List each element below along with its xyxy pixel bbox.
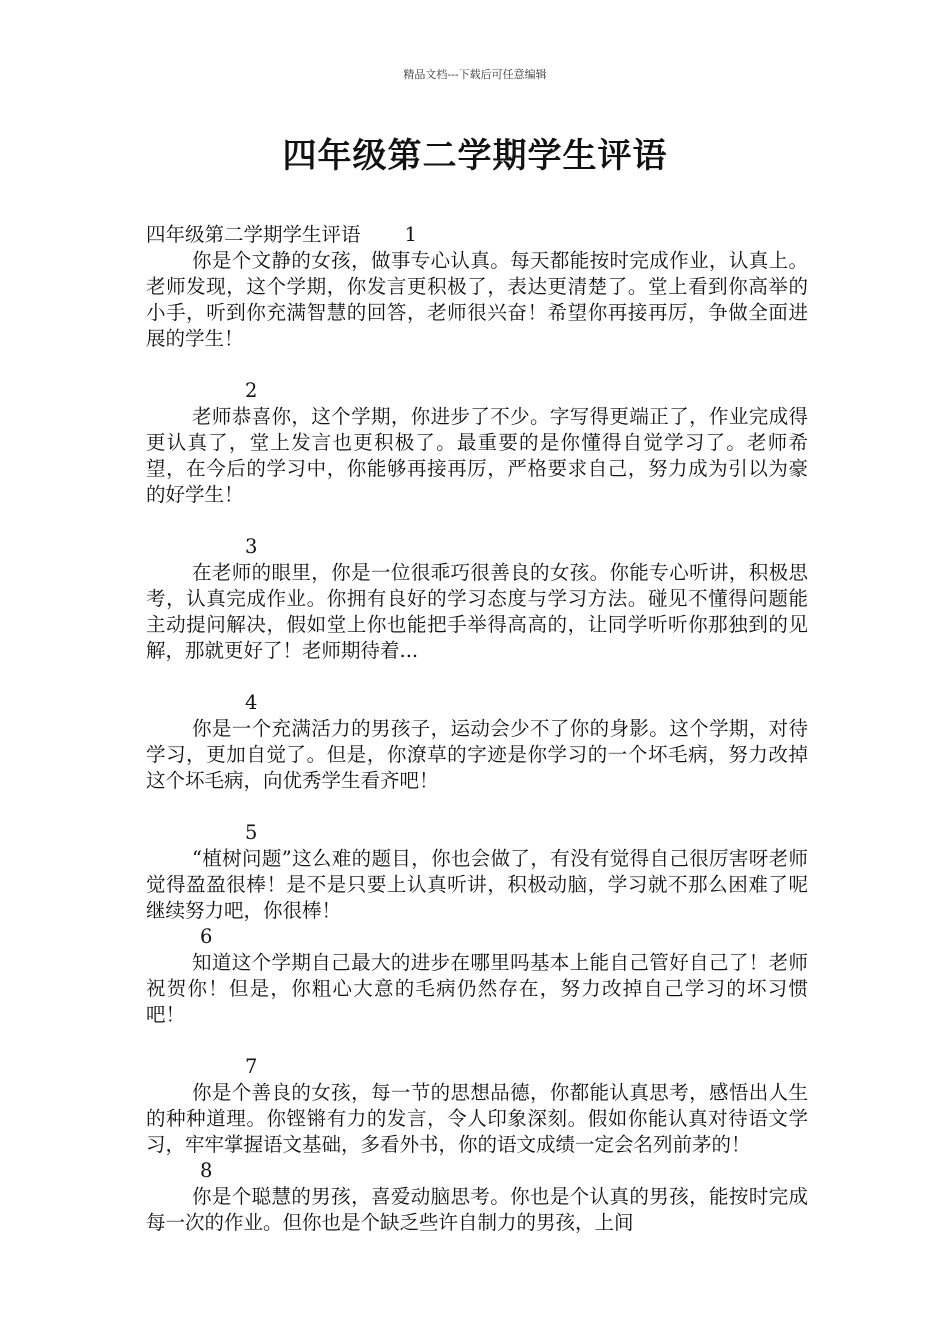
comment-number: 3: [245, 535, 258, 558]
comment-number: 2: [245, 379, 258, 402]
comment-paragraph: 你是个善良的女孩，每一节的思想品德，你都能认真思考，感悟出人生的种种道理。你铿锵有力的发言，令人印象深刻。假如你能认真对待语文学习，牢牢掌握语文基础，多看外书，你的语文成绩一定会名列前茅的！: [146, 1081, 808, 1156]
comment-number: 6: [200, 925, 213, 948]
section-heading: [146, 222, 808, 248]
comment-paragraph: 你是个文静的女孩，做事专心认真。每天都能按时完成作业，认真上。老师发现，这个学期，你发言更积极了，表达更清楚了。堂上看到你高举的小手，听到你充满智慧的回答，老师很兴奋！希望你再接再厉，争做全面进展的学生！: [146, 249, 808, 350]
comment-paragraph: 你是个聪慧的男孩，喜爱动脑思考。你也是个认真的男孩，能按时完成每一次的作业。但你也是个缺乏些许自制力的男孩，上间: [146, 1185, 808, 1234]
comment-number: 4: [245, 691, 258, 714]
comment-paragraph: 知道这个学期自己最大的进步在哪里吗基本上能自己管好自己了！老师祝贺你！但是，你粗心大意的毛病仍然存在，努力改掉自己学习的坏习惯吧！: [146, 951, 808, 1026]
comment-paragraph: 你是一个充满活力的男孩子，运动会少不了你的身影。这个学期，对待学习，更加自觉了。但是，你潦草的字迹是你学习的一个坏毛病，努力改掉这个坏毛病，向优秀学生看齐吧！: [146, 717, 808, 792]
comment-number: 1: [404, 223, 417, 246]
comment-number: 7: [245, 1055, 258, 1078]
comment-paragraph: 在老师的眼里，你是一位很乖巧很善良的女孩。你能专心听讲，积极思考，认真完成作业。你拥有良好的学习态度与学习方法。碰见不懂得问题能主动提问解决，假如堂上你也能把手举得高高的，让同学听听你那独到的见解，那就更好了！老师期待着...: [146, 561, 808, 662]
section-heading-text: 四年级第二学期学生评语: [146, 223, 361, 246]
document-title: 四年级第二学期学生评语: [282, 136, 668, 176]
header-note: 精品文档---下载后可任意编辑: [403, 68, 547, 81]
document-body: [146, 222, 808, 1236]
comment-paragraph: “植树问题”这么难的题目，你也会做了，有没有觉得自己很厉害呀老师觉得盈盈很棒！是不是只要上认真听讲，积极动脑，学习就不那么困难了呢继续努力吧，你很棒！: [146, 847, 808, 922]
comment-number: 5: [245, 821, 258, 844]
comment-number: 8: [200, 1159, 213, 1182]
comment-paragraph: 老师恭喜你，这个学期，你进步了不少。字写得更端正了，作业完成得更认真了，堂上发言也更积极了。最重要的是你懂得自觉学习了。老师希望，在今后的学习中，你能够再接再厉，严格要求自己，努力成为引以为豪的好学生！: [146, 405, 808, 506]
